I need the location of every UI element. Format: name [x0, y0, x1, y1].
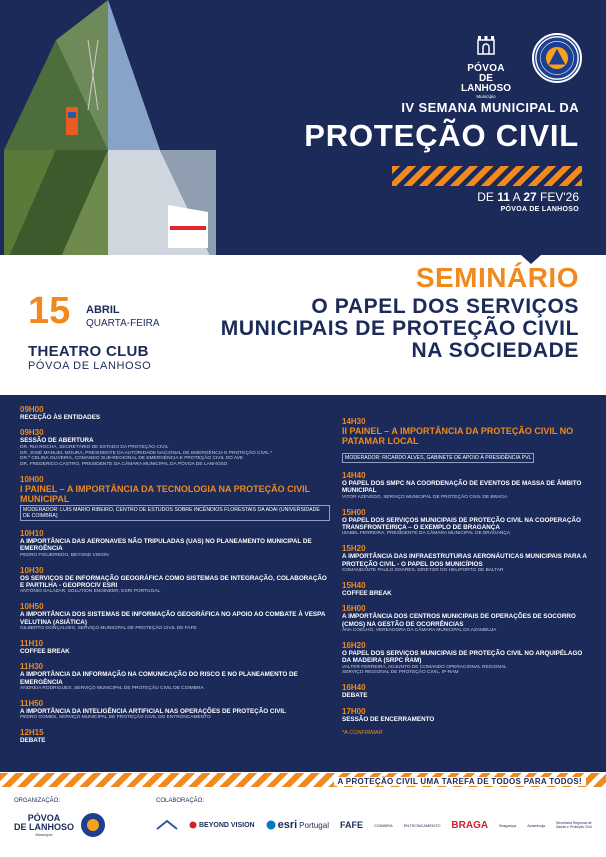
- program-time: 10H00: [20, 475, 44, 484]
- panel-moderator: MODERADOR: RICARDO ALVES, GABINETE DE APOIO À PRESIDÊNCIA PVL: [342, 453, 534, 463]
- seminar-day: 15: [28, 290, 71, 332]
- org-seal-icon: [80, 812, 106, 838]
- program-speaker: ISABEL FERREIRA, PRESIDENTE DA CÂMARA MUNICIPAL DE BRAGANÇA: [342, 531, 511, 537]
- program-column-morning: [20, 405, 330, 751]
- program-item: [20, 566, 330, 596]
- program-item: [342, 707, 592, 723]
- program-time: 10H10: [20, 529, 44, 538]
- dates-start: 11: [497, 190, 510, 204]
- panel-title: I PAINEL – A IMPORTÂNCIA DA TECNOLOGIA NA PROTEÇÃO CIVIL MUNICIPAL: [20, 484, 311, 504]
- program-title: COFFEE BREAK: [342, 589, 392, 597]
- program-time: 14H40: [342, 471, 366, 480]
- program-time: 09H00: [20, 405, 44, 414]
- org-logo-line1: PÓVOA: [27, 812, 61, 823]
- program-title: SESSÃO DE ENCERRAMENTO: [342, 715, 435, 723]
- organization-logos: [14, 808, 106, 842]
- logo-sub: Município: [476, 94, 496, 99]
- program-time: 11H50: [20, 698, 44, 708]
- seminar-venue: THEATRO CLUB: [28, 343, 149, 360]
- program-column-afternoon: [342, 417, 592, 736]
- program-speaker: VALTER FERREIRA, ADJUNTO DE COMANDO OPERACIONAL REGIONAL: [342, 664, 507, 670]
- panel-title: II PAINEL – A IMPORTÂNCIA DA PROTEÇÃO CIVIL NO PATAMAR LOCAL: [342, 426, 574, 446]
- program-item: [20, 428, 330, 468]
- program-speaker: GILBERTO GONÇALVES, SERVIÇO MUNICIPAL DE PROTEÇÃO CIVIL DE FAFE: [20, 626, 197, 632]
- program-title: DEBATE: [342, 692, 368, 700]
- collab-logo-braga: BRAGA: [451, 819, 489, 831]
- program-item: [342, 604, 592, 634]
- confirmation-note: *A CONFIRMAR: [342, 730, 383, 737]
- collab-logo-madeira: Secretaria Regional de Saúde e Proteção Civil: [555, 821, 592, 829]
- program-speaker: ANA COELHO, VEREADORA DA CÂMARA MUNICIPAL DA AZAMBUJA: [342, 628, 497, 634]
- program-time: 16H40: [342, 683, 366, 693]
- program-item: [20, 529, 330, 559]
- collab-logo-beyond-vision: [189, 821, 255, 829]
- photo-mosaic: [0, 0, 230, 255]
- organization-label: ORGANIZAÇÃO:: [14, 798, 61, 804]
- program-speaker: ANDREIA RODRIGUES, SERVIÇO MUNICIPAL DE PROTEÇÃO CIVIL DE COIMBRA: [20, 686, 204, 692]
- seminar-weekday: QUARTA-FEIRA: [86, 318, 160, 329]
- beyond-vision-icon: [189, 821, 197, 829]
- program-time: 15H20: [342, 544, 366, 554]
- program-speaker: COMANDANTE PAULO SOARES, DIRETOR DO HELIPORTO DE BALTAR: [342, 568, 504, 574]
- program-time: 15H00: [342, 507, 366, 517]
- event-title: PROTEÇÃO CIVIL: [304, 118, 579, 153]
- program-time: 16H20: [342, 640, 366, 650]
- collaboration-label: COLABORAÇÃO:: [156, 798, 205, 804]
- dates-prefix: DE: [477, 190, 494, 204]
- program-item: [20, 639, 330, 655]
- program-time: 10H30: [20, 565, 44, 575]
- program-time: 16H00: [342, 604, 366, 614]
- program-title: O PAPEL DOS SERVIÇOS MUNICIPAIS DE PROTEÇÃO CIVIL NA COOPERAÇÃO TRANSFRONTEIRIÇA – O EXEMPLO DE BRAGANÇA: [342, 516, 581, 532]
- program-item: [342, 508, 592, 538]
- program-title: A IMPORTÂNCIA DA INTELIGÊNCIA ARTIFICIAL NAS OPERAÇÕES DE PROTEÇÃO CIVIL: [20, 707, 286, 715]
- collab-logo-fafe: FAFE: [339, 820, 363, 830]
- globe-icon: [266, 820, 276, 830]
- program-title: A IMPORTÂNCIA DOS SISTEMAS DE INFORMAÇÃO GEOGRÁFICA NO APOIO AO COMBATE À VESPA VELUTINA (ASIÁTICA): [20, 611, 326, 626]
- program-item: [20, 662, 330, 692]
- civil-protection-seal: [532, 33, 582, 83]
- program-item: [342, 683, 592, 699]
- collab-logo-braganca: Bragança: [499, 822, 517, 828]
- org-logo-line2: DE LANHOSO: [14, 821, 75, 832]
- event-place: PÓVOA DE LANHOSO: [500, 206, 579, 213]
- collab-esri-country: Portugal: [299, 820, 329, 830]
- program-title: O PAPEL DOS SERVIÇOS MUNICIPAIS DE PROTEÇÃO CIVIL NO ARQUIPÉLAGO DA MADEIRA (SRPC RAM): [342, 649, 583, 665]
- program-time: 14H30: [342, 417, 366, 426]
- logo-name-line1: PÓVOA: [467, 63, 505, 74]
- program-item: [342, 581, 592, 597]
- collab-logo-azambuja: Azambuja: [527, 822, 545, 828]
- program-time: 11H10: [20, 638, 44, 648]
- collaboration-logos: [156, 808, 596, 842]
- seminar-label: SEMINÁRIO: [415, 262, 579, 293]
- collab-logo-drone: [156, 819, 178, 831]
- dates-month: FEV'26: [540, 190, 579, 204]
- program-section: [0, 395, 606, 772]
- program-time: 11H30: [20, 662, 44, 672]
- program-title: A IMPORTÂNCIA DA INFORMAÇÃO NA COMUNICAÇÃO DO RISCO E NO PLANEAMENTO DE EMERGÊNCIA: [20, 671, 298, 686]
- slogan: A PROTEÇÃO CIVIL UMA TAREFA DE TODOS PARA TODOS!: [334, 777, 587, 786]
- castle-icon: [473, 32, 499, 58]
- collab-logo-entroncamento: ENTRONCAMENTO: [403, 822, 441, 828]
- program-title: DEBATE: [20, 737, 46, 745]
- program-item: [20, 405, 330, 421]
- program-item: [20, 602, 330, 632]
- program-time: 09H30: [20, 428, 44, 438]
- program-time: 10H50: [20, 602, 44, 612]
- program-item: [342, 544, 592, 574]
- program-item: [342, 417, 592, 464]
- program-speaker: VITOR AZEVEDO, SERVIÇO MUNICIPAL DE PROTEÇÃO CIVIL DE BRAGA: [342, 494, 508, 500]
- program-title: OS SERVIÇOS DE INFORMAÇÃO GEOGRÁFICA COMO SISTEMAS DE INTEGRAÇÃO, COLABORAÇÃO E PARTILHA - GEOPROCIV ESRI: [20, 574, 327, 590]
- program-title: COFFEE BREAK: [20, 647, 70, 655]
- program-time: 15H40: [342, 580, 366, 590]
- program-item: [342, 471, 592, 501]
- program-speaker: DR. FREDERICO CASTRO, PRESIDENTE DA CÂMARA MUNICIPAL DA PÓVOA DE LANHOSO: [20, 462, 228, 468]
- collab-logo-coimbra: COIMBRA: [373, 822, 393, 828]
- program-title: RECEÇÃO ÀS ENTIDADES: [20, 414, 101, 421]
- drone-icon: [156, 819, 178, 831]
- program-speaker: ANTÓNIO SALAZAR, SOLUTION ENGINEER, ESRI PORTUGAL: [20, 589, 161, 595]
- program-title: A IMPORTÂNCIA DAS INFRAESTRUTURAS AERONÁUTICAS MUNICIPAIS PARA A PROTEÇÃO CIVIL - O PAPEL DOS MUNICÍPIOS: [342, 553, 587, 568]
- municipality-logo: [453, 32, 519, 100]
- program-speaker: DR. RUI ROCHA, SECRETÁRIO DE ESTADO DA PROTEÇÃO CIVIL: [20, 444, 169, 450]
- program-title: SESSÃO DE ABERTURA: [20, 437, 94, 445]
- hazard-stripes: [392, 166, 582, 186]
- panel-moderator: MODERADOR: LUIS MARIO RIBEIRO, CENTRO DE ESTUDOS SOBRE INCÊNDIOS FLORESTAIS DA ADAI (UNIVERSIDADE DE COIMBRA): [20, 505, 330, 521]
- program-item: [20, 728, 330, 744]
- program-title: A IMPORTÂNCIA DOS CENTROS MUNICIPAIS DE OPERAÇÕES DE SOCORRO (CMOS) NA GESTÃO DE OCORRÊNCIAS: [342, 613, 576, 628]
- seminar-month: ABRIL: [86, 304, 120, 316]
- event-dates: [477, 190, 579, 204]
- org-logo-povoa: [14, 814, 74, 837]
- program-speaker: PEDRO GOMES, SERVIÇO MUNICIPAL DE PROTEÇÃO CIVIL DO ENTRONCAMENTO: [20, 715, 211, 721]
- program-item: [20, 699, 330, 721]
- dates-end: 27: [523, 190, 537, 204]
- seminar-venue-place: PÓVOA DE LANHOSO: [28, 360, 152, 372]
- program-title: O PAPEL DOS SMPC NA COORDENAÇÃO DE EVENTOS DE MASSA DE ÂMBITO MUNICIPAL: [342, 480, 582, 495]
- header-banner: [0, 0, 606, 255]
- logo-name-line2: DE LANHOSO: [461, 73, 511, 94]
- program-time: 17H00: [342, 706, 366, 716]
- program-item: [20, 475, 330, 522]
- program-item: [342, 641, 592, 676]
- program-title: A IMPORTÂNCIA DAS AERONAVES NÃO TRIPULADAS (UAS) NO PLANEAMENTO MUNICIPAL DE EMERGÊNCIA: [20, 538, 312, 553]
- program-speaker: PEDRO FIGUEIREDO, BEYOND VISION: [20, 552, 109, 558]
- seminar-subtitle: O PAPEL DOS SERVIÇOS MUNICIPAIS DE PROTEÇÃO CIVIL NA SOCIEDADE: [220, 295, 579, 362]
- org-logo-sub: Município: [35, 831, 53, 837]
- collab-logo-esri: [266, 819, 329, 831]
- program-time: 12H15: [20, 728, 44, 738]
- edition-label: IV SEMANA MUNICIPAL DA: [401, 100, 579, 115]
- collab-beyond-vision-text: BEYOND VISION: [198, 821, 255, 829]
- program-speaker: DR.ª CELINA OLIVEIRA, COMANDO SUB-REGIONAL DE EMERGÊNCIA E PROTEÇÃO CIVIL DO AVE: [20, 456, 244, 462]
- collab-esri-text: esri: [277, 819, 298, 831]
- dates-mid: A: [512, 190, 520, 204]
- program-speaker: DR. JOSÉ MANUEL MOURA, PRESIDENTE DA AUTORIDADE NACIONAL DE EMERGÊNCIA E PROTEÇÃO CIVIL *: [20, 450, 273, 456]
- program-speaker: SERVIÇO REGIONAL DE PROTEÇÃO CIVIL, IP-RAM: [342, 670, 459, 676]
